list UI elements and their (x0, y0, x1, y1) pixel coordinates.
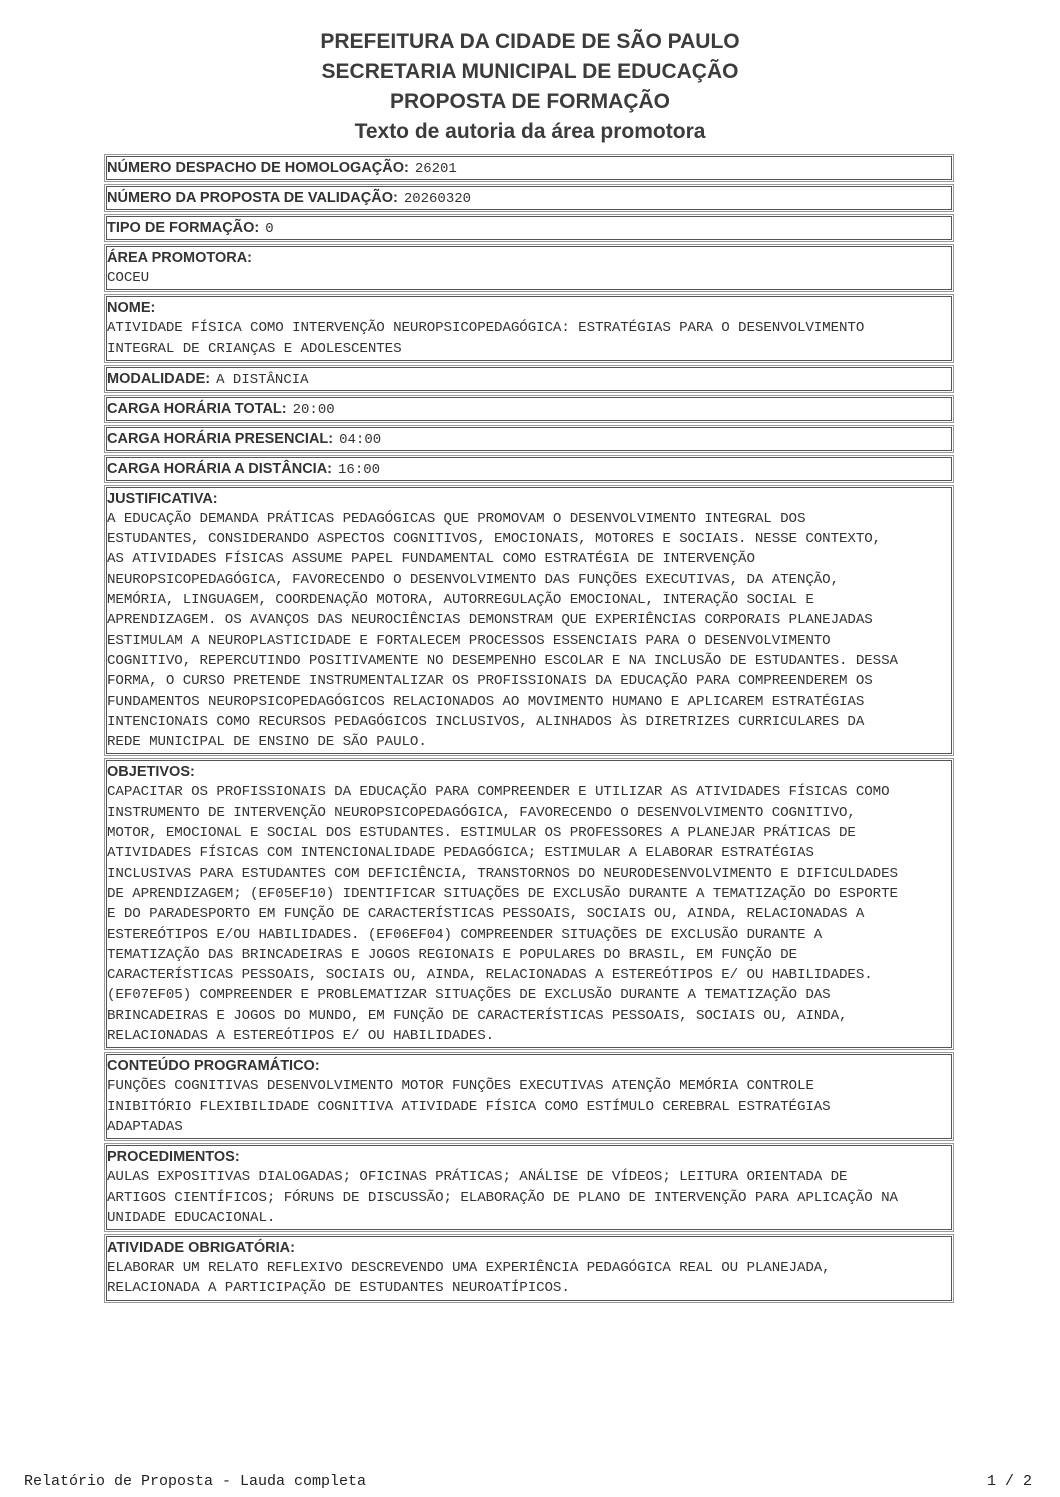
field-carga-distancia (106, 457, 952, 481)
field-label: CARGA HORÁRIA TOTAL: (107, 400, 287, 417)
field-value: ATIVIDADE FÍSICA COMO INTERVENÇÃO NEUROPSICOPEDAGÓGICA: ESTRATÉGIAS PARA O DESENVOLVIMENTO INTEGRAL DE CRIANÇAS E ADOLESCENTES (107, 320, 865, 357)
field-value: FUNÇÕES COGNITIVAS DESENVOLVIMENTO MOTOR FUNÇÕES EXECUTIVAS ATENÇÃO MEMÓRIA CONTROLE INIBITÓRIO FLEXIBILIDADE COGNITIVA ATIVIDADE FÍSICA COMO ESTÍMULO CEREBRAL ESTRATÉGIAS ADAPTADAS (107, 1078, 831, 1135)
field-nome (106, 296, 952, 361)
field-label: ATIVIDADE OBRIGATÓRIA: (107, 1240, 295, 1257)
field-value: 16:00 (338, 461, 381, 478)
field-value: A DISTÂNCIA (216, 371, 309, 388)
field-label: JUSTIFICATIVA: (107, 490, 218, 507)
footer-page-number: 1 / 2 (986, 1473, 1032, 1490)
field-atividade-obrigatoria (106, 1236, 952, 1301)
field-label: NÚMERO DESPACHO DE HOMOLOGAÇÃO: (107, 160, 409, 176)
field-value: 20260320 (403, 191, 472, 207)
document-header (0, 27, 1060, 147)
field-value: 04:00 (339, 431, 382, 448)
field-label: NÚMERO DA PROPOSTA DE VALIDAÇÃO: (107, 190, 398, 206)
footer-report-title: Relatório de Proposta - Lauda completa (24, 1473, 367, 1490)
field-area-promotora (106, 246, 952, 290)
field-label: MODALIDADE: (107, 370, 211, 387)
field-justificativa (106, 487, 952, 755)
field-label: CONTEÚDO PROGRAMÁTICO: (107, 1058, 320, 1075)
header-line-autoria: Texto de autoria da área promotora (354, 120, 706, 143)
field-value: AULAS EXPOSITIVAS DIALOGADAS; OFICINAS PRÁTICAS; ANÁLISE DE VÍDEOS; LEITURA ORIENTADA DE ARTIGOS CIENTÍFICOS; FÓRUNS DE DISCUSSÃO; ELABORAÇÃO DE PLANO DE INTERVENÇÃO PARA APLICAÇÃO NA UNIDADE EDUCACIONAL. (107, 1169, 898, 1226)
field-label: NOME: (107, 300, 156, 317)
field-conteudo-programatico (106, 1054, 952, 1139)
field-procedimentos (106, 1145, 952, 1230)
field-carga-presencial (106, 427, 952, 451)
field-value: COCEU (107, 270, 150, 286)
field-label: CARGA HORÁRIA PRESENCIAL: (107, 430, 334, 447)
field-value: 20:00 (292, 401, 335, 418)
field-proposta (106, 186, 952, 210)
field-value: CAPACITAR OS PROFISSIONAIS DA EDUCAÇÃO PARA COMPREENDER E UTILIZAR AS ATIVIDADES FÍSICAS COMO INSTRUMENTO DE INTERVENÇÃO NEUROPSICOPEDAGÓGICA, FAVORECENDO O DESENVOLVIMENTO COGNITIVO, MOTOR, EMOCIONAL E SOCIAL DOS ESTUDANTES. ESTIMULAR OS PROFESSORES A PLANEJAR PRÁTICAS DE ATIVIDADES FÍSICAS COM INTENCIONALIDADE PEDAGÓGICA; ESTIMULAR A ELABORAR ESTRATÉGIAS INCLUSIVAS PARA ESTUDANTES COM DEFICIÊNCIA, TRANSTORNOS DO NEURODESENVOLVIMENTO E DIFICULDADES DE APRENDIZAGEM; (EF05EF10) IDENTIFICAR SITUAÇÕES DE EXCLUSÃO DURANTE A TEMATIZAÇÃO DO ESPORTE E DO PARADESPORTO EM FUNÇÃO DE CARACTERÍSTICAS PESSOAIS, SOCIAIS OU, AINDA, RELACIONADAS A ESTEREÓTIPOS E/OU HABILIDADES. (EF06EF04) COMPREENDER SITUAÇÕES DE EXCLUSÃO DURANTE A TEMATIZAÇÃO DAS BRINCADEIRAS E JOGOS REGIONAIS E POPULARES DO BRASIL, EM FUNÇÃO DE CARACTERÍSTICAS PESSOAIS, SOCIAIS OU, AINDA, RELACIONADAS A ESTEREÓTIPOS E/ OU HABILIDADES. (EF07EF05) COMPREENDER E PROBLEMATIZAR SITUAÇÕES DE EXCLUSÃO DURANTE A TEMATIZAÇÃO DAS BRINCADEIRAS E JOGOS DO MUNDO, EM FUNÇÃO DE CARACTERÍSTICAS PESSOAIS, SOCIAIS OU, AINDA, RELACIONADAS A ESTEREÓTIPOS E/ OU HABILIDADES. (107, 784, 898, 1045)
field-value: 0 (265, 221, 274, 237)
field-carga-total (106, 397, 952, 421)
header-line-proposta: PROPOSTA DE FORMAÇÃO (389, 90, 670, 113)
header-line-secretaria: SECRETARIA MUNICIPAL DE EDUCAÇÃO (321, 60, 739, 83)
field-objetivos (106, 760, 952, 1048)
field-label: PROCEDIMENTOS: (107, 1149, 240, 1166)
field-label: CARGA HORÁRIA A DISTÂNCIA: (107, 460, 333, 477)
field-label: ÁREA PROMOTORA: (107, 250, 252, 266)
field-value: ELABORAR UM RELATO REFLEXIVO DESCREVENDO UMA EXPERIÊNCIA PEDAGÓGICA REAL OU PLANEJADA, RELACIONADA A PARTICIPAÇÃO DE ESTUDANTES NEUROATÍPICOS. (107, 1260, 831, 1297)
field-label: OBJETIVOS: (107, 764, 195, 781)
field-value: 26201 (414, 161, 457, 177)
field-tipo (106, 216, 952, 240)
field-modalidade (106, 367, 952, 391)
field-despacho (106, 156, 952, 180)
field-value: A EDUCAÇÃO DEMANDA PRÁTICAS PEDAGÓGICAS QUE PROMOVAM O DESENVOLVIMENTO INTEGRAL DOS ESTUDANTES, CONSIDERANDO ASPECTOS COGNITIVOS, EMOCIONAIS, MOTORES E SOCIAIS. NESSE CONTEXTO, AS ATIVIDADES FÍSICAS ASSUME PAPEL FUNDAMENTAL COMO ESTRATÉGIA DE INTERVENÇÃO NEUROPSICOPEDAGÓGICA, FAVORECENDO O DESENVOLVIMENTO DAS FUNÇÕES EXECUTIVAS, DA ATENÇÃO, MEMÓRIA, LINGUAGEM, COORDENAÇÃO MOTORA, AUTORREGULAÇÃO EMOCIONAL, INTERAÇÃO SOCIAL E APRENDIZAGEM. OS AVANÇOS DAS NEUROCIÊNCIAS DEMONSTRAM QUE EXPERIÊNCIAS CORPORAIS PLANEJADAS ESTIMULAM A NEUROPLASTICIDADE E FORTALECEM PROCESSOS ESSENCIAIS PARA O DESENVOLVIMENTO COGNITIVO, REPERCUTINDO POSITIVAMENTE NO DESEMPENHO ESCOLAR E NA INCLUSÃO DE ESTUDANTES. DESSA FORMA, O CURSO PRETENDE INSTRUMENTALIZAR OS PROFISSIONAIS DA EDUCAÇÃO PARA COMPREENDEREM OS FUNDAMENTOS NEUROPSICOPEDAGÓGICOS RELACIONADOS AO MOVIMENTO HUMANO E APLICAREM ESTRATÉGIAS INTENCIONAIS COMO RECURSOS PEDAGÓGICOS INCLUSIVOS, ALINHADOS ÀS DIRETRIZES CURRICULARES DA REDE MUNICIPAL DE ENSINO DE SÃO PAULO. (107, 510, 898, 751)
field-label: TIPO DE FORMAÇÃO: (107, 220, 260, 236)
fields-list (106, 156, 952, 1307)
header-line-prefeitura: PREFEITURA DA CIDADE DE SÃO PAULO (320, 30, 740, 53)
